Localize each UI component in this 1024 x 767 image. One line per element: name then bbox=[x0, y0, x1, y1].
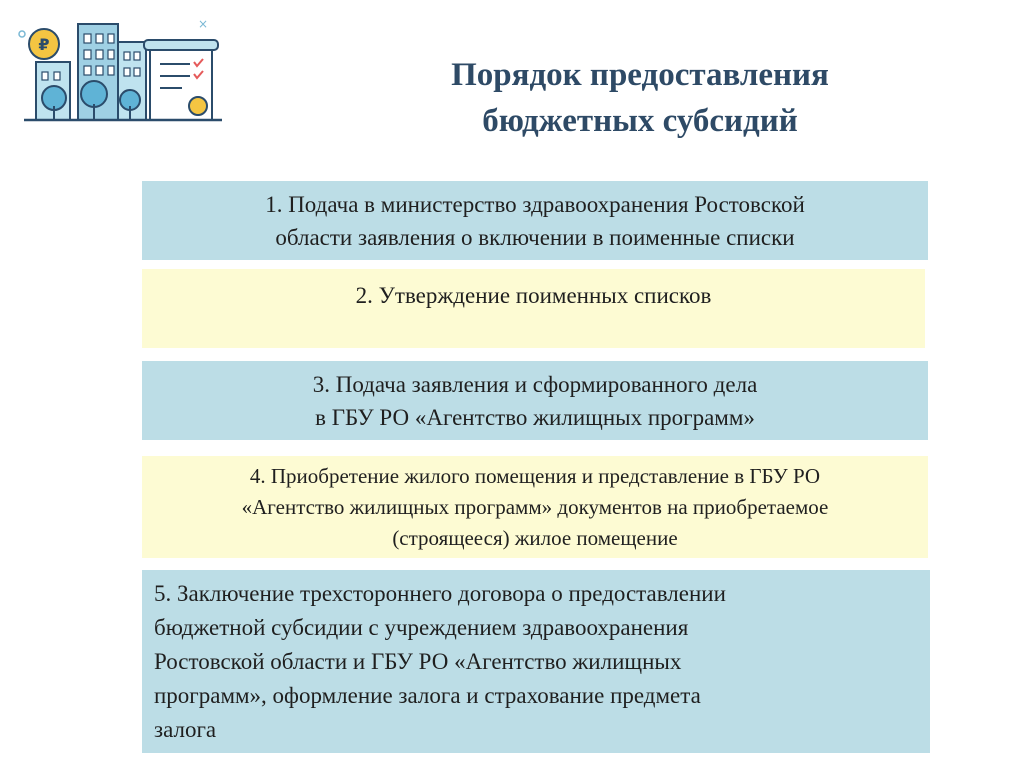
step-1-line-1: 1. Подача в министерство здравоохранения Ростовской bbox=[265, 191, 805, 217]
title-line-1: Порядок предоставления bbox=[451, 57, 829, 93]
step-5-box bbox=[142, 570, 930, 753]
step-3-line-2: в ГБУ РО «Агентство жилищных программ» bbox=[315, 404, 755, 430]
step-4-box bbox=[142, 456, 928, 558]
step-5-line-1: 5. Заключение трехстороннего договора о предоставлении bbox=[154, 580, 726, 606]
step-5-line-2: бюджетной субсидии с учреждением здравоохранения bbox=[154, 614, 689, 640]
page-title bbox=[330, 52, 950, 144]
step-5-line-3: Ростовской области и ГБУ РО «Агентство жилищных bbox=[154, 648, 682, 674]
ruble-symbol: ₽ bbox=[38, 35, 50, 54]
step-5-line-5: залога bbox=[154, 716, 217, 742]
title-line-2: бюджетных субсидий bbox=[482, 103, 798, 139]
step-1-line-2: области заявления о включении в поименные списки bbox=[275, 224, 795, 250]
step-3-line-1: 3. Подача заявления и сформированного дела bbox=[312, 371, 758, 397]
step-3-box bbox=[142, 361, 928, 440]
step-2-box bbox=[142, 269, 925, 348]
city-documents-icon bbox=[18, 14, 228, 134]
step-2-line-1: 2. Утверждение поименных списков bbox=[355, 283, 712, 308]
step-5-line-4: программ», оформление залога и страхование предмета bbox=[154, 682, 701, 708]
step-4-line-3: (строящееся) жилое помещение bbox=[392, 525, 678, 550]
svg-text:×: × bbox=[198, 17, 209, 31]
step-4-line-1: 4. Приобретение жилого помещения и представление в ГБУ РО bbox=[249, 463, 821, 488]
step-1-box bbox=[142, 181, 928, 260]
step-4-line-2: «Агентство жилищных программ» документов на приобретаемое bbox=[241, 494, 829, 519]
